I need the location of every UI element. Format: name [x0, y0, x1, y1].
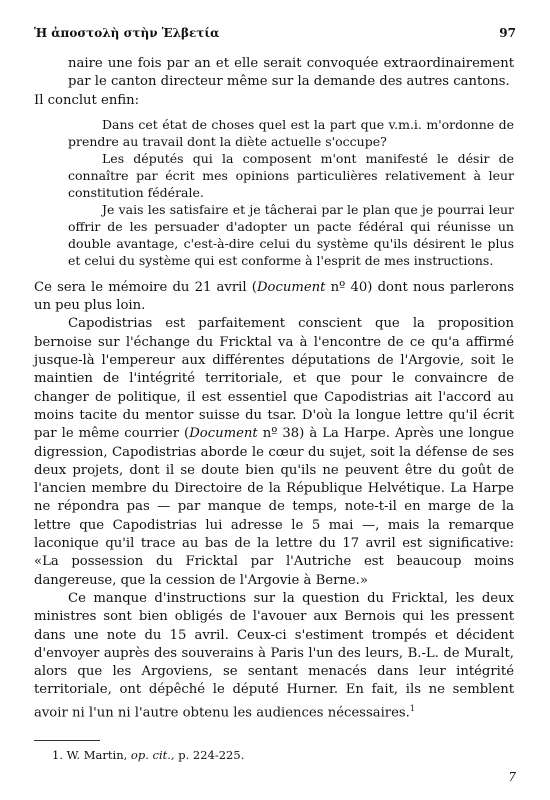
paragraph [34, 279, 514, 316]
page-number: 97 [499, 26, 516, 40]
document-label: Document [189, 426, 258, 442]
paragraph-text: Ce manque d'instructions sur la question du Fricktal, les deux ministres sont bien obligés de l'avouer aux Bernois qui les pressent dans une note du 15 avril. Ceux-ci s'estiment trompés et décident d'envoyer auprès des souverains à Paris l'un des leurs, B.-L. de Muralt, alors que les Argoviens, se sentant menacés dans leur intégrité territoriale, ont dépêché le député Hurner. En fait, ils ne semblent avoir ni l'un ni l'autre obtenu les audiences nécessaires. [34, 590, 514, 721]
footnote-pages: p. 224-225. [178, 748, 245, 762]
document-label: Document [256, 279, 326, 295]
paragraph-text: nº 40) dont nous parlerons un peu plus loin. [34, 279, 514, 314]
paragraph [34, 590, 514, 722]
paragraph-text: nº 38) à La Harpe. Après une longue digression, Capodistrias aborde le cœur du sujet, soit la défense de ses deux projets, dont il se doute bien qu'ils ne peuvent être du goût de l'ancien membre du Directoire de la République Helvétique. La Harpe ne répondra pas — par manque de temps, note-t-il en marge de la lettre que Capodistrias lui adresse le 5 mai —, mais la remarque laconique qu'il trace au bas de la lettre du 17 avril est significative: «La possession du Fricktal par l'Autriche est beaucoup moins dangereuse, que la cession de l'Argovie à Berne.» [34, 426, 514, 588]
intro-line: Il conclut enfin: [34, 92, 140, 108]
continued-paragraph: naire une fois par an et elle serait convoquée extraordinairement par le canton directeur même sur la demande des autres cantons. [68, 56, 514, 90]
block-quote [34, 116, 514, 269]
quote-paragraph: Je vais les satisfaire et je tâcherai par le plan que je pourrai leur offrir de les persuader d'adopter un pacte fédéral qui réunisse un double avantage, c'est-à-dire celui du système qu'ils désirent le plus et celui du système qui est conforme à l'esprit de mes instructions. [68, 201, 514, 268]
body-text [34, 55, 514, 722]
running-title: Ἡ ἀποστολὴ στὴν Ἑλβετία [34, 26, 220, 40]
footnote-divider [34, 740, 100, 741]
footnote-op-cit: op. cit., [130, 748, 175, 762]
paragraph-text: Capodistrias est parfaitement conscient que la proposition bernoise sur l'échange du Fricktal va à l'encontre de ce qu'a affirmé jusque-là l'empereur aux différentes députations de l'Argovie, soit le maintien de l'intégrité territoriale, et que pour le convaincre de changer de politique, il est essentiel que Capodistrias ait l'accord au moins tacite du mentor suisse du tsar. D'où la longue lettre qu'il écrit par le même courrier ( [34, 316, 514, 442]
footnote [52, 748, 244, 762]
running-header [34, 26, 516, 40]
signature-mark: 7 [508, 770, 516, 784]
paragraph [34, 315, 514, 589]
footnote-number: 1. [52, 748, 63, 762]
quote-paragraph: Dans cet état de choses quel est la part que v.m.i. m'ordonne de prendre au travail dont la diète actuelle s'occupe? [68, 116, 514, 149]
footnote-reference[interactable]: 1 [409, 703, 415, 713]
quote-paragraph: Les députés qui la composent m'ont manifesté le désir de connaître par écrit mes opinions particulières relativement à leur constitution fédérale. [68, 150, 514, 200]
paragraph-text: Ce sera le mémoire du 21 avril ( [34, 279, 257, 295]
footnote-author: W. Martin, [66, 748, 128, 762]
